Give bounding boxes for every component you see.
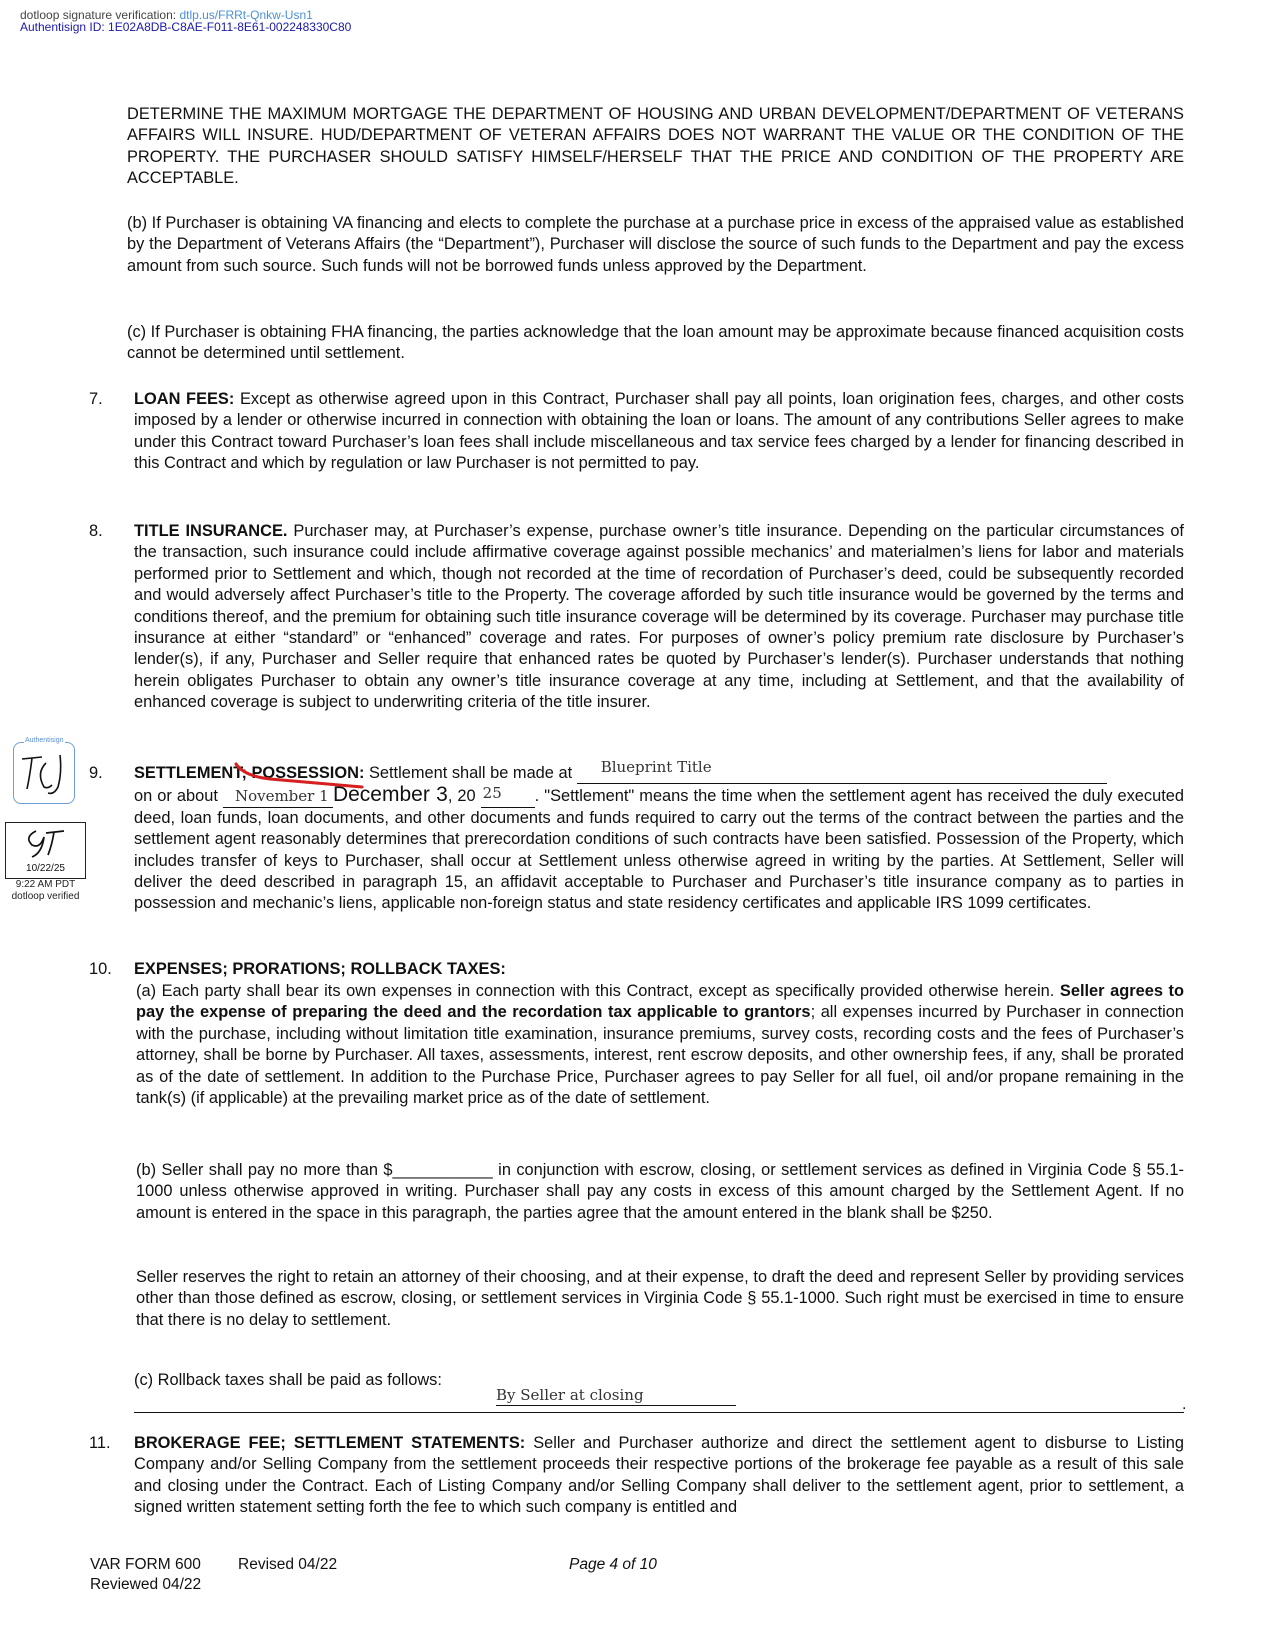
footer-form: VAR FORM 600 [90,1556,201,1573]
year-value: 25 [482,783,502,802]
on-or-about-label: on or about [134,787,223,806]
intro-para-c: (c) If Purchaser is obtaining FHA financing, the parties acknowledge that the loan amount may be approximate because financed acquisition costs cannot be determined until settlement. [127,323,1184,363]
section-10-para-b: (b) Seller shall pay no more than $___________ in conjunction with escrow, closing, or settlement services as defined in Virginia Code § 55.1-1000 unless otherwise approved in writing. Purchaser shall pay any costs in excess of this amount charged by the Settlement Agent. If no amount is entered in the space in this paragraph, the parties agree that the amount entered in the blank shall be $250. [136,1161,1184,1222]
section-9-body: . "Settlement" means the time when the settlement agent has received the duly executed deed, loan funds, loan documents, and other documents and funds required to carry out the terms of the contract between the parties and the settlement agent reasonably determines that prerecordation conditions of such contracts have been satisfied. Possession of the Property, which includes transfer of keys to Purchaser, shall occur at Settlement unless otherwise agreed in writing by the parties. At Settlement, Seller will deliver the deed described in paragraph 15, an affidavit acceptable to Purchaser and Purchaser’s title insurance company as to parties in possession and mechanic’s liens, applicable non-foreign status and state residency certificates and applicable IRS 1099 certificates. [134,787,1184,913]
section-10-a-bold: Seller agrees to pay the expense of preparing the deed and the recordation tax applicable to grantors [136,982,1184,1022]
section-9-lead: Settlement shall be made at [364,764,577,782]
comma-20: , 20 [447,787,481,806]
verification-label: dotloop signature verification: [20,8,177,22]
section-8-title-insurance [134,521,1184,714]
rollback-period: . [1182,1396,1187,1413]
section-10-title [134,959,1184,980]
section-10-a-rest: ; all expenses incurred by Purchaser in connection with the purchase, including without limitation title examination, insurance premiums, survey costs, recording costs and the fees of Purchaser’s attorney, shall be borne by Purchaser. All taxes, assessments, interest, rent escrow deposits, and other ownership fees, if any, shall be prorated as of the date of settlement. In addition to the Purchase Price, Purchaser agrees to pay Seller for all fuel, oil and/or propane remaining in the tank(s) (if applicable) at the prevailing market price as of the date of settlement. [136,1003,1184,1108]
authentisign-initials-stamp [13,737,75,804]
section-10-para-c: (c) Rollback taxes shall be paid as follows: [134,1371,442,1389]
footer-reviewed: Reviewed 04/22 [90,1576,202,1593]
footer-revised: Revised 04/22 [238,1556,338,1573]
struck-date-value: November 1 [234,786,329,805]
verification-link[interactable]: dtlp.us/FRRt-Qnkw-Usn1 [179,8,313,22]
date-strikethrough-mark [230,762,370,792]
section-11-number: 11. [89,1434,111,1452]
stamp-time: 9:22 AM PDT [15,879,76,890]
section-11-brokerage-fee [134,1433,1184,1519]
initials-tcj-signature [14,743,74,803]
year-field[interactable] [481,783,535,808]
section-10-title-text: EXPENSES; PRORATIONS; ROLLBACK TAXES: [134,960,506,978]
new-date-value: December 3 [332,783,448,807]
section-8-body: Purchaser may, at Purchaser’s expense, purchase owner’s title insurance. Depending on the particular circumstances of the transaction, such insurance could include affirmative coverage against possible mechanics’ and materialmen’s liens for labor and materials performed prior to Settlement and which, though not recorded at the time of recordation of Purchaser’s deed, could be subsequently recorded and would adversely affect Purchaser’s title to the Property. The coverage afforded by such title insurance would be governed by the terms and conditions thereof, and the premium for obtaining such title insurance coverage will be determined by its coverage. Purchaser may purchase title insurance at either “standard” or “enhanced” coverage and rates. For purposes of owner’s policy premium rate disclosure by Purchaser’s lender(s), if any, Purchaser and Seller require that enhanced rates be quoted by Purchaser’s lender(s). Purchaser understands that nothing herein obligates Purchaser to obtain any owner’s title insurance coverage at any time, including at Settlement, and that the availability of enhanced coverage is subject to underwriting criteria of the title insurer. [134,522,1184,712]
section-8-title: TITLE INSURANCE. [134,522,288,540]
initials-gt-signature [6,823,85,861]
settlement-agent-value: Blueprint Title [600,758,712,777]
dotloop-verified-label: dotloop verified [11,891,80,902]
section-8-number: 8. [89,522,103,540]
section-7-number: 7. [89,390,103,408]
section-7-body: Except as otherwise agreed upon in this Contract, Purchaser shall pay all points, loan origination fees, charges, and other costs imposed by a lender or otherwise incurred in connection with obtaining the loan or loans. The amount of any contributions Seller agrees to make under this Contract toward Purchaser’s loan fees shall include miscellaneous and tax service fees charged by a lender for financing described in this Contract and which by regulation or law Purchaser is not permitted to pay. [134,390,1184,473]
rollback-taxes-value: By Seller at closing [496,1386,644,1404]
footer-page-number: Page 4 of 10 [569,1556,657,1573]
dotloop-initials-stamp [5,822,86,879]
authentisign-stamp-label: Authentisign [25,737,64,744]
intro-caps-paragraph: DETERMINE THE MAXIMUM MORTGAGE THE DEPARTMENT OF HOUSING AND URBAN DEVELOPMENT/DEPARTMENT OF VETERANS AFFAIRS WILL INSURE. HUD/DEPARTMENT OF VETERAN AFFAIRS DOES NOT WARRANT THE VALUE OR THE CONDITION OF THE PROPERTY. THE PURCHASER SHOULD SATISFY HIMSELF/HERSELF THAT THE PRICE AND CONDITION OF THE PROPERTY ARE ACCEPTABLE. [127,105,1184,188]
settlement-agent-field[interactable] [577,758,1107,784]
authentisign-id: Authentisign ID: 1E02A8DB-C8AE-F011-8E61-002248330C80 [20,20,352,34]
rollback-taxes-field[interactable] [496,1386,736,1406]
section-11-body: Seller and Purchaser authorize and direct the settlement agent to disburse to Listing Company and/or Selling Company from the settlement proceeds their respective portions of the brokerage fee payable as a result of this sale and closing under the Contract. Each of Listing Company and/or Selling Company shall deliver to the settlement agent, prior to settlement, a signed written statement setting forth the fee to which such company is entitled and [134,1434,1184,1517]
stamp-date: 10/22/25 [26,863,65,874]
rollback-taxes-line[interactable] [134,1412,1184,1413]
section-7-loan-fees [134,389,1184,475]
section-10-number: 10. [89,960,112,978]
section-11-title: BROKERAGE FEE; SETTLEMENT STATEMENTS: [134,1434,526,1452]
section-9-title: SETTLEMENT; POSSESSION: [134,764,365,782]
intro-para-b: (b) If Purchaser is obtaining VA financing and elects to complete the purchase at a purchase price in excess of the appraised value as established by the Department of Veterans Affairs (the “Department”), Purchaser will disclose the source of such funds to the Department and pay the excess amount from such source. Such funds will not be borrowed funds unless approved by the Department. [127,214,1184,275]
section-10-reserve-para: Seller reserves the right to retain an attorney of their choosing, and at their expense, to draft the deed and represent Seller by providing services other than those defined as escrow, closing, or settlement services in Virginia Code § 55.1-1000. Such right must be exercised in time to ensure that there is no delay to settlement. [136,1268,1184,1329]
section-10-para-a [136,981,1184,1109]
section-9-number: 9. [89,764,103,782]
section-10-a-lead: (a) Each party shall bear its own expenses in connection with this Contract, except as specifically provided otherwise herein. [136,982,1060,1000]
section-7-title: LOAN FEES: [134,390,235,408]
